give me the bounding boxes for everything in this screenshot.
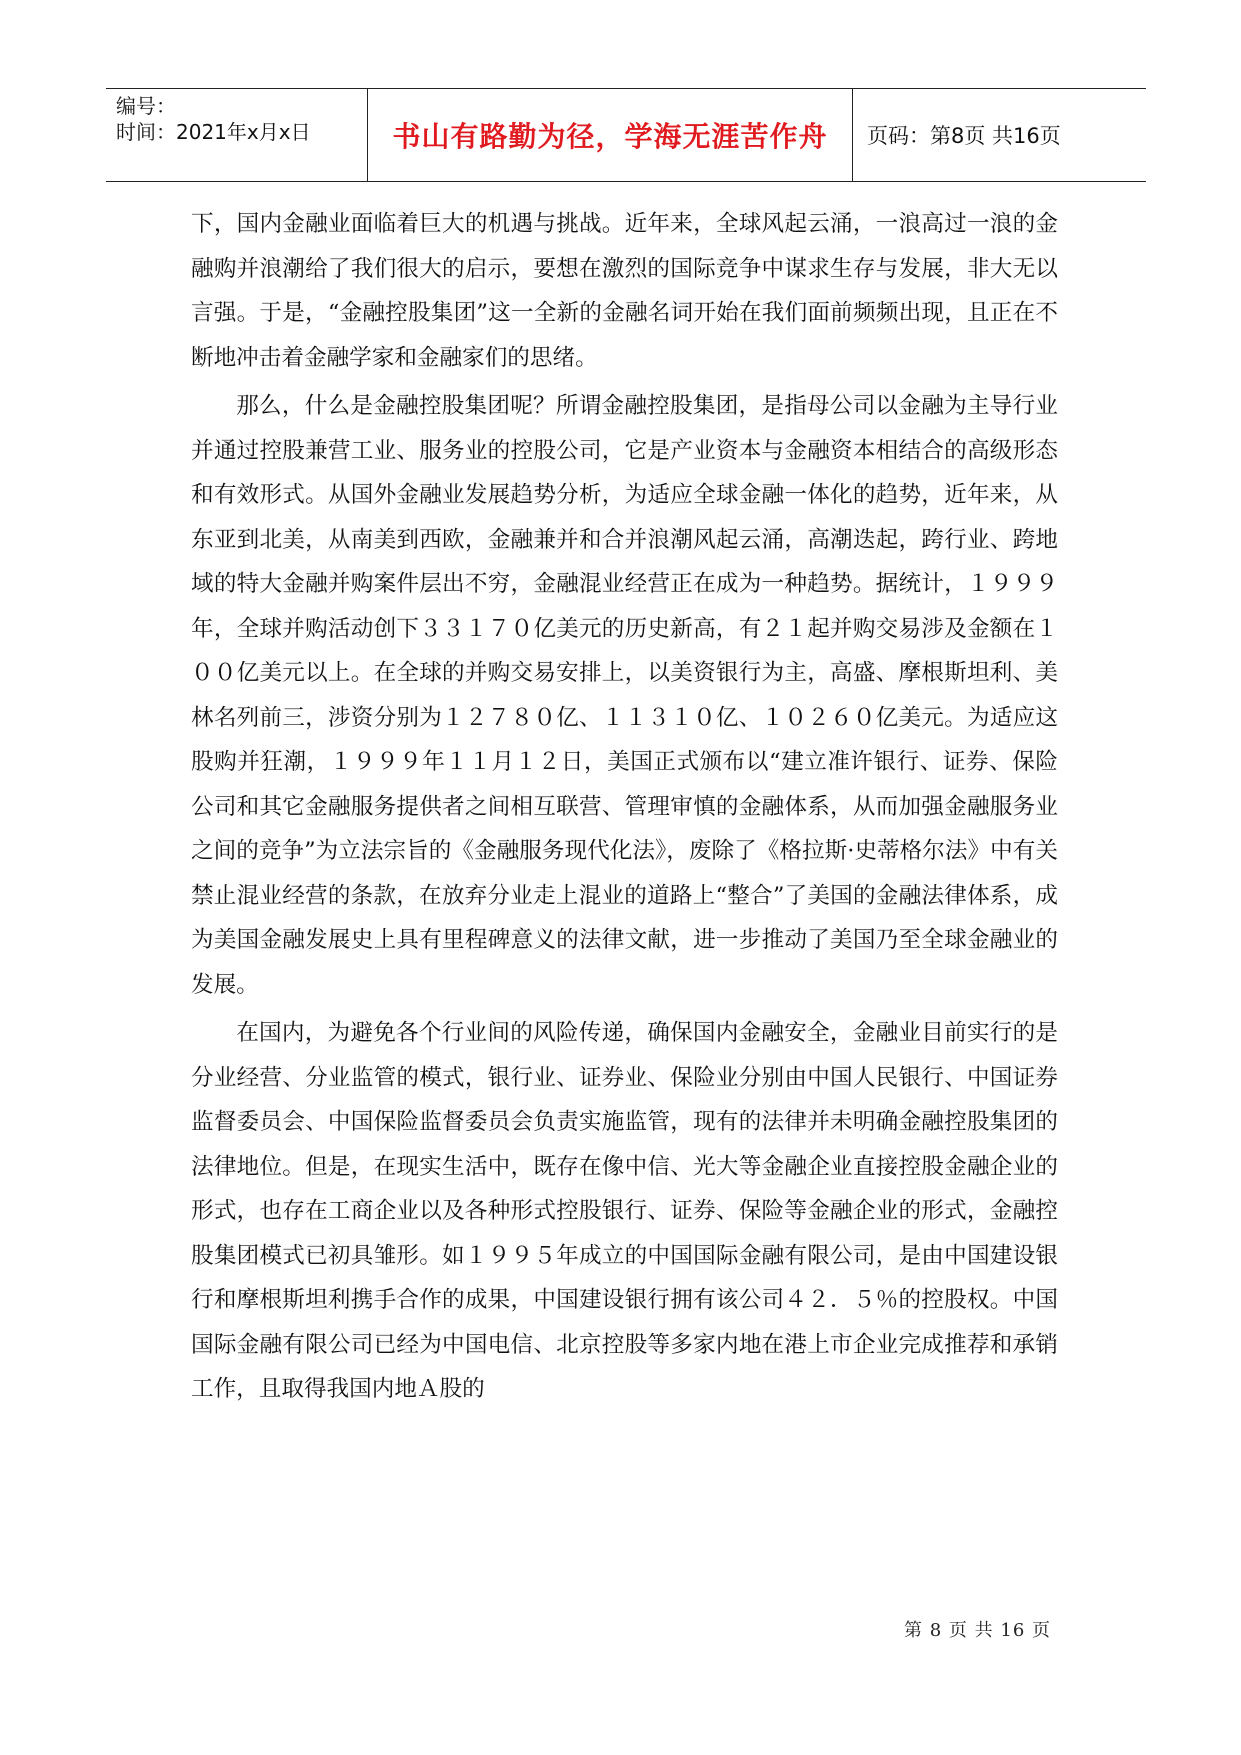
date-label: 时间：2021年x月x日 [116, 120, 311, 144]
motto-text: 书山有路勤为径，学海无涯苦作舟 [392, 120, 828, 153]
serial-number-label: 编号： [116, 94, 176, 118]
paragraph: 在国内，为避免各个行业间的风险传递，确保国内金融安全，金融业目前实行的是分业经营、分业监管的模式，银行业、证券业、保险业分别由中国人民银行、中国证券监督委员会、中国保险监督委员会负责实施监管，现有的法律并未明确金融控股集团的法律地位。但是，在现实生活中，既存在像中信、光大等金融企业直接控股金融企业的形式，也存在工商企业以及各种形式控股银行、证券、保险等金融企业的形式，金融控股集团模式已初具雏形。如１９９５年成立的中国国际金融有限公司，是由中国建设银行和摩根斯坦利携手合作的成果，中国建设银行拥有该公司４２．５％的控股权。中国国际金融有限公司已经为中国电信、北京控股等多家内地在港上市企业完成推荐和承销工作，且取得我国内地Ａ股的 [191, 1020, 1058, 1402]
header-page-cell [853, 89, 1146, 181]
header-meta-cell [106, 89, 368, 181]
document-body [191, 202, 1058, 1416]
header-page-number: 页码：第8页 共16页 [867, 124, 1061, 148]
header-motto-cell [368, 89, 853, 181]
paragraph: 下，国内金融业面临着巨大的机遇与挑战。近年来，全球风起云涌，一浪高过一浪的金融购并浪潮给了我们很大的启示，要想在激烈的国际竞争中谋求生存与发展，非大无以言强。于是，“金融控股集团”这一全新的金融名词开始在我们面前频频出现，且正在不断地冲击着金融学家和金融家们的思绪。 [191, 211, 1058, 371]
paragraph: 那么，什么是金融控股集团呢？所谓金融控股集团，是指母公司以金融为主导行业并通过控股兼营工业、服务业的控股公司，它是产业资本与金融资本相结合的高级形态和有效形式。从国外金融业发展趋势分析，为适应全球金融一体化的趋势，近年来，从东亚到北美，从南美到西欧，金融兼并和合并浪潮风起云涌，高潮迭起，跨行业、跨地域的特大金融并购案件层出不穷，金融混业经营正在成为一种趋势。据统计，１９９９年，全球并购活动创下３３１７０亿美元的历史新高，有２１起并购交易涉及金额在１００亿美元以上。在全球的并购交易安排上，以美资银行为主，高盛、摩根斯坦利、美林名列前三，涉资分别为１２７８０亿、１１３１０亿、１０２６０亿美元。为适应这股购并狂潮，１９９９年１１月１２日，美国正式颁布以“建立准许银行、证券、保险公司和其它金融服务提供者之间相互联营、管理审慎的金融体系，从而加强金融服务业之间的竞争”为立法宗旨的《金融服务现代化法》，废除了《格拉斯·史蒂格尔法》中有关禁止混业经营的条款，在放弃分业走上混业的道路上“整合”了美国的金融法律体系，成为美国金融发展史上具有里程碑意义的法律文献，进一步推动了美国乃至全球金融业的发展。 [191, 393, 1058, 998]
document-header [106, 88, 1146, 182]
page-footer: 第 8 页 共 16 页 [904, 1620, 1051, 1641]
